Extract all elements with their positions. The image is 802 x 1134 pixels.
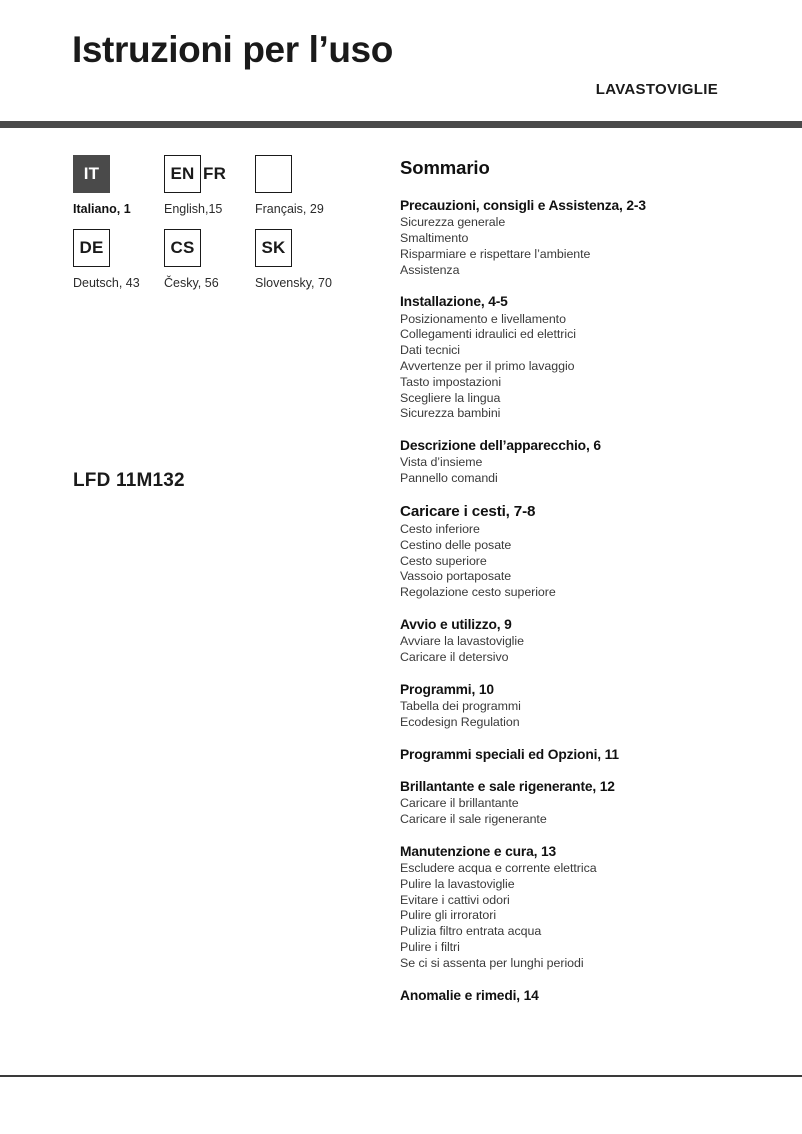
language-option-en[interactable] — [164, 155, 255, 216]
toc-item[interactable]: Evitare i cattivi odori — [400, 892, 510, 907]
toc-item[interactable]: Vassoio portaposate — [400, 569, 512, 584]
toc-item[interactable]: Pulire la lavastoviglie — [400, 876, 515, 891]
toc-item[interactable]: Scegliere la lingua — [400, 390, 501, 405]
language-row — [73, 155, 373, 216]
toc-item[interactable]: Dati tecnici — [400, 343, 460, 358]
toc-item[interactable]: Caricare il detersivo — [400, 650, 509, 665]
toc-section — [400, 293, 730, 422]
toc-section — [400, 746, 730, 763]
toc-section — [400, 502, 730, 601]
toc-item[interactable]: Sicurezza generale — [400, 215, 506, 230]
appliance-type-label: LAVASTOVIGLIE — [595, 81, 718, 98]
toc-item[interactable]: Avvertenze per il primo lavaggio — [400, 359, 575, 374]
language-caption: English,15 — [164, 202, 223, 216]
toc-section-heading[interactable]: Avvio e utilizzo, 9 — [400, 617, 512, 633]
toc-item[interactable]: Avviare la lavastoviglie — [400, 634, 524, 649]
language-code-box[interactable]: DE — [73, 229, 110, 267]
toc-title: Sommario — [400, 157, 490, 178]
toc-item[interactable]: Cestino delle posate — [400, 537, 512, 552]
page-title: Istruzioni per l’uso — [72, 29, 393, 70]
toc-item[interactable]: Pulizia filtro entrata acqua — [400, 924, 542, 939]
toc-item[interactable]: Cesto superiore — [400, 553, 487, 568]
toc-item[interactable]: Sicurezza bambini — [400, 406, 501, 421]
toc-section-heading[interactable]: Precauzioni, consigli e Assistenza, 2-3 — [400, 198, 646, 213]
toc-item[interactable]: Cesto inferiore — [400, 522, 480, 537]
toc-item[interactable]: Vista d’insieme — [400, 455, 483, 470]
toc-item[interactable]: Escludere acqua e corrente elettrica — [400, 861, 597, 875]
toc-item[interactable]: Ecodesign Regulation — [400, 714, 520, 729]
toc-section-heading[interactable]: Programmi speciali ed Opzioni, 11 — [400, 746, 619, 762]
toc-section — [400, 778, 730, 828]
toc-item[interactable]: Regolazione cesto superiore — [400, 585, 556, 600]
toc-section-heading[interactable]: Anomalie e rimedi, 14 — [400, 987, 539, 1003]
toc-item[interactable]: Tasto impostazioni — [400, 374, 502, 389]
toc-section-heading[interactable]: Installazione, 4-5 — [400, 294, 508, 310]
table-of-contents — [400, 157, 730, 1019]
language-code-overflow: FR — [203, 164, 227, 183]
toc-section — [400, 197, 730, 278]
toc-item[interactable]: Se ci si assenta per lunghi periodi — [400, 955, 584, 970]
footer-divider — [0, 1075, 802, 1077]
toc-item[interactable]: Caricare il sale rigenerante — [400, 811, 547, 826]
header-divider — [0, 121, 802, 128]
language-code-box[interactable]: IT — [73, 155, 110, 193]
toc-section-heading[interactable]: Manutenzione e cura, 13 — [400, 843, 557, 859]
language-code-box[interactable]: CS — [164, 229, 201, 267]
toc-item[interactable]: Assistenza — [400, 262, 460, 277]
toc-item[interactable]: Pulire i filtri — [400, 939, 460, 954]
toc-section-heading[interactable]: Programmi, 10 — [400, 681, 494, 697]
language-option-cs[interactable] — [164, 229, 255, 290]
language-option-blank[interactable] — [255, 155, 346, 216]
language-caption: Italiano, 1 — [73, 202, 131, 216]
toc-item[interactable]: Collegamenti idraulici ed elettrici — [400, 327, 576, 342]
language-selector-grid — [73, 155, 373, 303]
toc-section — [400, 437, 730, 487]
toc-section — [400, 987, 730, 1004]
language-code-box[interactable]: EN FR — [164, 155, 201, 193]
toc-item[interactable]: Caricare il brillantante — [400, 796, 519, 811]
toc-section-heading[interactable]: Brillantante e sale rigenerante, 12 — [400, 778, 615, 794]
toc-item[interactable]: Posizionamento e livellamento — [400, 311, 566, 326]
toc-item[interactable]: Pulire gli irroratori — [400, 908, 497, 923]
language-row — [73, 229, 373, 290]
language-code-box[interactable] — [255, 155, 292, 193]
toc-section-heading[interactable]: Descrizione dell’apparecchio, 6 — [400, 438, 601, 454]
toc-section-heading[interactable]: Caricare i cesti, 7-8 — [400, 503, 536, 521]
language-caption: Česky, 56 — [164, 276, 219, 290]
toc-section — [400, 616, 730, 666]
toc-section — [400, 843, 730, 972]
language-caption: Français, 29 — [255, 202, 324, 216]
language-option-de[interactable] — [73, 229, 164, 290]
toc-item[interactable]: Tabella dei programmi — [400, 699, 521, 714]
toc-section — [400, 681, 730, 731]
toc-item[interactable]: Smaltimento — [400, 231, 469, 246]
toc-section-list — [400, 197, 730, 1004]
language-option-it[interactable] — [73, 155, 164, 216]
language-caption: Slovensky, 70 — [255, 276, 332, 290]
language-caption: Deutsch, 43 — [73, 276, 140, 290]
toc-item[interactable]: Risparmiare e rispettare l’ambiente — [400, 246, 591, 261]
toc-item[interactable]: Pannello comandi — [400, 471, 498, 486]
language-option-sk[interactable] — [255, 229, 346, 290]
language-code-box[interactable]: SK — [255, 229, 292, 267]
model-number: LFD 11M132 — [73, 470, 185, 491]
